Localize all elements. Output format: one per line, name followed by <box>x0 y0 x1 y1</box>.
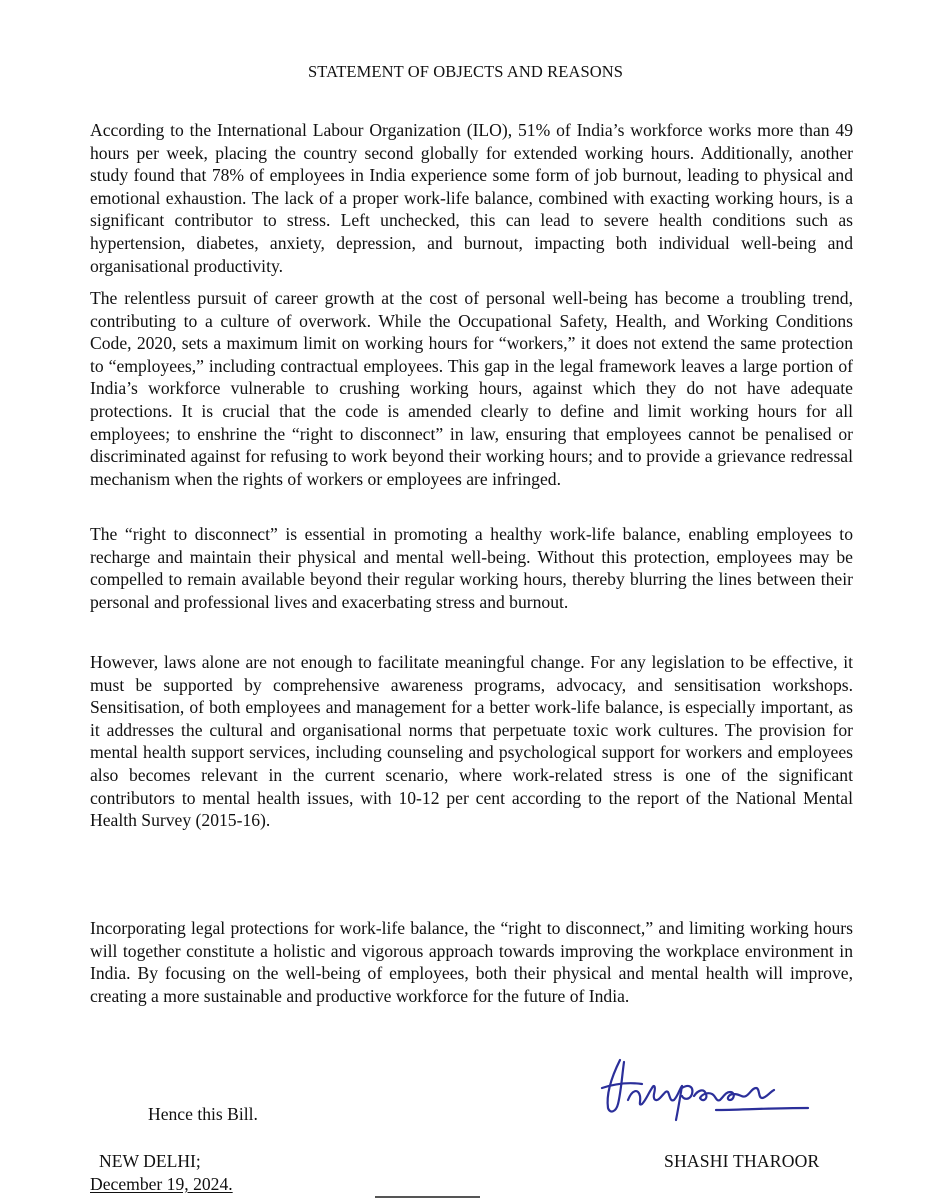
paragraph-right-to-disconnect: The “right to disconnect” is essential in promoting a healthy work-life balance, enabling employees to recharge and maintain their physical and mental well-being. Without this protection, employees may be compelled to remain available beyond their regular working hours, thereby blurring the lines between their personal and professional lives and exacerbating stress and burnout. <box>90 524 853 612</box>
handwritten-signature <box>598 1048 813 1126</box>
paragraph-ilo-statistics: According to the International Labour Organization (ILO), 51% of India’s workforce works more than 49 hours per week, placing the country second globally for extended working hours. Additionally, another study found that 78% of employees in India experience some form of job burnout, leading to physical and emotional exhaustion. The lack of a proper work-life balance, combined with exacting working hours, is a significant contributor to stress. Left unchecked, this can lead to severe health conditions such as hypertension, diabetes, anxiety, depression, and burnout, impacting both individual well-being and organisational productivity. <box>90 120 853 276</box>
document-title: STATEMENT OF OBJECTS AND REASONS <box>307 62 624 81</box>
signing-date: December 19, 2024. <box>90 1174 233 1194</box>
paragraph-legal-gap: The relentless pursuit of career growth at the cost of personal well-being has become a troubling trend, contributing to a culture of overwork. While the Occupational Safety, Health, and Working Conditions Code, 2020, sets a maximum limit on working hours for “workers,” it does not extend the same protection to “employees,” including contractual employees. This gap in the legal framework leaves a large portion of India’s workforce vulnerable to crushing working hours, against which they do not have adequate protections. It is crucial that the code is amended clearly to define and limit working hours for all employees; to enshrine the “right to disconnect” in law, ensuring that employees cannot be penalised or discriminated against for refusing to work beyond their working hours; and to provide a grievance redressal mechanism when the rights of workers or employees are infringed. <box>90 288 853 489</box>
signer-name: SHASHI THAROOR <box>664 1151 820 1171</box>
enacting-line: Hence this Bill. <box>148 1104 258 1124</box>
paragraph-awareness-programs: However, laws alone are not enough to facilitate meaningful change. For any legislation to be effective, it must be supported by comprehensive awareness programs, advocacy, and sensitisation workshops. Sensitisation, of both employees and management for a better work-life balance, is especially important, as it addresses the cultural and organisational norms that perpetuate toxic work cultures. The provision for mental health support services, including counseling and psychological support for workers and employees also becomes relevant in the current scenario, where work-related stress is one of the significant contributors to mental health issues, with 10-12 per cent according to the report of the National Mental Health Survey (2015-16). <box>90 652 853 831</box>
paragraph-conclusion: Incorporating legal protections for work-life balance, the “right to disconnect,” and limiting working hours will together constitute a holistic and vigorous approach towards improving the workplace environment in India. By focusing on the well-being of employees, both their physical and mental health will improve, creating a more sustainable and productive workforce for the future of India. <box>90 918 853 1006</box>
place-of-signing: NEW DELHI; <box>99 1151 201 1171</box>
cropped-underline-fragment <box>375 1196 480 1202</box>
